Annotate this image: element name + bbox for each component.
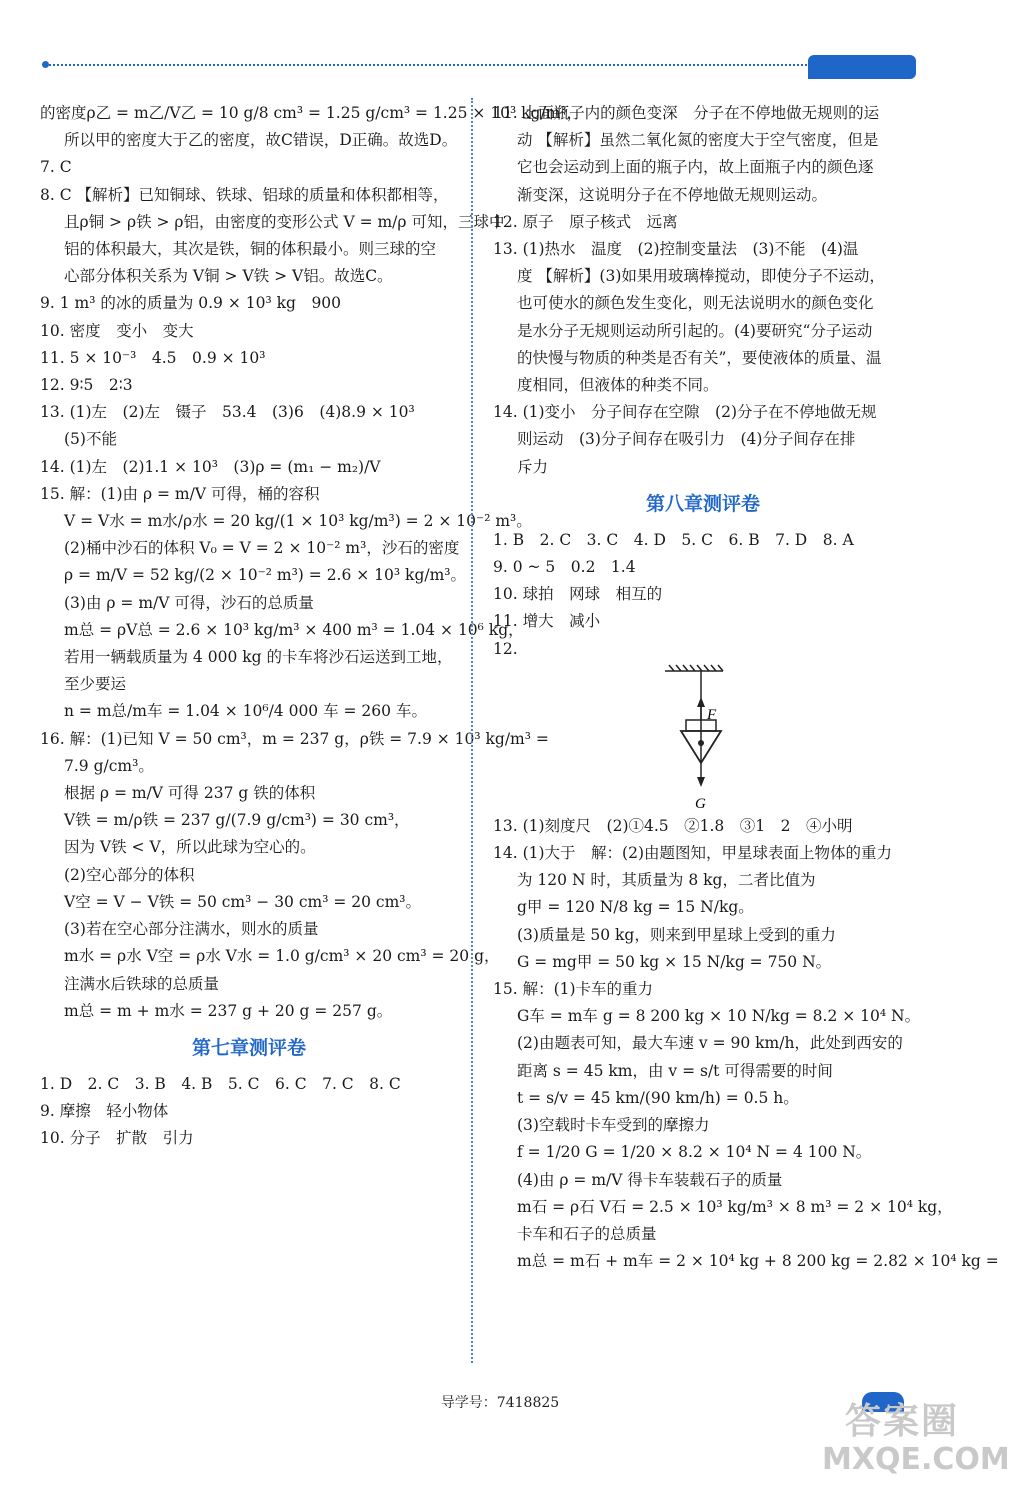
answer-line: 也可使水的颜色发生变化，则无法说明水的颜色变化 bbox=[517, 294, 874, 313]
answer-line: m石 = ρ石 V石 = 2.5 × 10³ kg/m³ × 8 m³ = 2 × 10⁴ kg， bbox=[517, 1197, 953, 1216]
right-answers-top bbox=[493, 100, 913, 481]
answer-line: 15. 解：(1)卡车的重力 bbox=[493, 980, 654, 999]
answer-line: 则运动 (3)分子间存在吸引力 (4)分子间存在排 bbox=[517, 430, 856, 449]
answer-line: 渐变深，这说明分子在不停地做无规则运动。 bbox=[517, 185, 828, 204]
answer-line: 14. (1)大于 解：(2)由题图知，甲星球表面上物体的重力 bbox=[493, 844, 892, 863]
answer-line: ρ = m/V = 52 kg/(2 × 10⁻² m³) = 2.6 × 10³ kg/m³。 bbox=[64, 566, 466, 585]
answer-line: 的快慢与物质的种类是否有关”，要使液体的质量、温 bbox=[517, 348, 882, 367]
answer-line: (2)桶中沙石的体积 V₀ = V = 2 × 10⁻² m³，沙石的密度 bbox=[64, 539, 460, 558]
answer-line: 度 【解析】(3)如果用玻璃棒搅动，即使分子不运动， bbox=[517, 267, 885, 286]
answer-line: 因为 V铁 < V，所以此球为空心的。 bbox=[64, 838, 316, 857]
answer-line: 7.9 g/cm³。 bbox=[64, 756, 154, 775]
answer-line: 1. B 2. C 3. C 4. D 5. C 6. B 7. D 8. A bbox=[493, 530, 854, 549]
answer-line: 9. 1 m³ 的冰的质量为 0.9 × 10³ kg 900 bbox=[40, 294, 342, 313]
answer-line: 13. (1)刻度尺 (2)①4.5 ②1.8 ③1 2 ④小明 bbox=[493, 816, 853, 835]
section-title-ch8: 第八章测评卷 bbox=[645, 492, 760, 515]
answer-line: (3)质量是 50 kg，则来到甲星球上受到的重力 bbox=[517, 925, 836, 944]
answer-line: g甲 = 120 N/8 kg = 15 N/kg。 bbox=[517, 898, 754, 917]
answer-line: 12. 原子 原子核式 远离 bbox=[493, 212, 678, 231]
answer-line: (4)由 ρ = m/V 得卡车装载石子的质量 bbox=[517, 1170, 783, 1189]
answer-line: 动 【解析】虽然二氧化氮的密度大于空气密度，但是 bbox=[517, 131, 879, 150]
answer-line: 13. (1)热水 温度 (2)控制变量法 (3)不能 (4)温 bbox=[493, 240, 859, 259]
answer-line: G车 = m车 g = 8 200 kg × 10 N/kg = 8.2 × 10⁴ N。 bbox=[517, 1007, 921, 1026]
answer-line: G = mg甲 = 50 kg × 15 N/kg = 750 N。 bbox=[517, 952, 832, 971]
answer-line: 的密度ρ乙 = m乙/V乙 = 10 g/8 cm³ = 1.25 g/cm³ = 1.25 × 10³ kg/m³， bbox=[40, 104, 583, 122]
answer-line: f = 1/20 G = 1/20 × 8.2 × 10⁴ N = 4 100 N。 bbox=[517, 1143, 872, 1162]
answer-line: 注满水后铁球的总质量 bbox=[64, 974, 220, 993]
answer-line: 10. 球拍 网球 相互的 bbox=[493, 585, 663, 604]
answer-line: 16. 解：(1)已知 V = 50 cm³，m = 237 g，ρ铁 = 7.9 × 10³ kg/m³ = bbox=[40, 729, 549, 748]
force-f-label: F bbox=[707, 706, 717, 723]
section-title-ch7: 第七章测评卷 bbox=[191, 1036, 306, 1059]
answer-line: (3)若在空心部分注满水，则水的质量 bbox=[64, 920, 319, 939]
answer-line: m总 = m石 + m车 = 2 × 10⁴ kg + 8 200 kg = 2.82 × 10⁴ kg = bbox=[517, 1252, 999, 1271]
answer-line: 8. C 【解析】已知铜球、铁球、铝球的质量和体积都相等， bbox=[40, 185, 449, 204]
watermark bbox=[822, 1401, 1010, 1478]
ceiling-hatch bbox=[665, 665, 723, 671]
header-dotted-rule bbox=[45, 64, 807, 66]
answer-line: 心部分体积关系为 V铜 > V铁 > V铝。故选C。 bbox=[64, 267, 393, 286]
answer-line: m总 = m + m水 = 237 g + 20 g = 257 g。 bbox=[64, 1001, 393, 1020]
answer-line: 7. C bbox=[40, 158, 72, 177]
answer-line: 度相同，但液体的种类不同。 bbox=[517, 376, 719, 395]
answer-line: 13. (1)左 (2)左 镊子 53.4 (3)6 (4)8.9 × 10³ bbox=[40, 403, 415, 422]
right-column bbox=[493, 100, 999, 1275]
answer-line: 至少要运 bbox=[64, 675, 127, 694]
answer-line: 12. 9∶5 2∶3 bbox=[40, 376, 133, 395]
column-divider bbox=[471, 98, 473, 1363]
answer-line: 9. 0 ~ 5 0.2 1.4 bbox=[493, 558, 636, 577]
watermark-line1: 答案圈 bbox=[844, 1401, 959, 1442]
answer-line: 1. D 2. C 3. B 4. B 5. C 6. C 7. C 8. C bbox=[40, 1074, 401, 1093]
force-f-arrowhead bbox=[697, 697, 705, 707]
answer-line: 10. 密度 变小 变大 bbox=[40, 321, 194, 340]
force-diagram bbox=[493, 663, 913, 813]
answer-line: 15. 解：(1)由 ρ = m/V 可得，桶的容积 bbox=[40, 484, 320, 503]
answer-line: 且ρ铜 > ρ铁 > ρ铝，由密度的变形公式 V = m/ρ 可知，三球中 bbox=[64, 212, 505, 231]
answer-line: 根据 ρ = m/V 可得 237 g 铁的体积 bbox=[64, 784, 316, 803]
answer-line: 10. 分子 扩散 引力 bbox=[40, 1129, 194, 1148]
force-g-arrowhead bbox=[697, 777, 705, 787]
header-tab bbox=[808, 55, 916, 79]
answer-line: 卡车和石子的总质量 bbox=[517, 1224, 657, 1243]
answer-line: 铝的体积最大，其次是铁，铜的体积最小。则三球的空 bbox=[64, 240, 437, 259]
answer-line: 斥力 bbox=[517, 457, 549, 476]
answer-line: (2)由题表可知，最大车速 v = 90 km/h，此处到西安的 bbox=[517, 1034, 903, 1053]
answer-line: 11. 增大 减小 bbox=[493, 612, 601, 631]
answer-line: 它也会运动到上面的瓶子内，故上面瓶子内的颜色逐 bbox=[517, 158, 874, 177]
answer-line: 12. bbox=[493, 639, 518, 658]
answer-line: 14. (1)变小 分子间存在空隙 (2)分子在不停地做无规 bbox=[493, 403, 877, 422]
answer-line: 距离 s = 45 km，由 v = s/t 可得需要的时间 bbox=[517, 1061, 833, 1080]
answer-line: 11. 上面瓶子内的颜色变深 分子在不停地做无规则的运 bbox=[493, 104, 880, 122]
answer-line: 是水分子无规则运动所引起的。(4)要研究“分子运动 bbox=[517, 321, 873, 340]
center-point bbox=[698, 740, 704, 746]
answer-line: m水 = ρ水 V空 = ρ水 V水 = 1.0 g/cm³ × 20 cm³ = 20 g， bbox=[64, 947, 500, 966]
answer-line: (2)空心部分的体积 bbox=[64, 865, 195, 884]
ch8-answers bbox=[493, 527, 913, 663]
answer-line: 14. (1)左 (2)1.1 × 10³ (3)ρ = (m₁ − m₂)/V bbox=[40, 457, 381, 476]
answer-line: 所以甲的密度大于乙的密度，故C错误，D正确。故选D。 bbox=[64, 131, 458, 150]
answer-line: 9. 摩擦 轻小物体 bbox=[40, 1102, 169, 1121]
ch7-answers bbox=[40, 1071, 458, 1153]
answer-line: (5)不能 bbox=[64, 430, 117, 449]
answer-line: n = m总/m车 = 1.04 × 10⁶/4 000 车 = 260 车。 bbox=[64, 702, 427, 721]
answer-line: 若用一辆载质量为 4 000 kg 的卡车将沙石运送到工地， bbox=[64, 648, 453, 667]
answer-line: (3)由 ρ = m/V 可得，沙石的总质量 bbox=[64, 593, 314, 612]
right-answers-bottom bbox=[493, 813, 999, 1275]
answer-line: V空 = V − V铁 = 50 cm³ − 30 cm³ = 20 cm³。 bbox=[64, 892, 422, 911]
answer-line: V = V水 = m水/ρ水 = 20 kg/(1 × 10³ kg/m³) = 2 × 10⁻² m³。 bbox=[64, 512, 532, 531]
answer-line: 为 120 N 时，其质量为 8 kg，二者比值为 bbox=[517, 871, 816, 890]
answer-line: 11. 5 × 10⁻³ 4.5 0.9 × 10³ bbox=[40, 348, 266, 367]
answer-line: m总 = ρV总 = 2.6 × 10³ kg/m³ × 400 m³ = 1.04 × 10⁶ kg， bbox=[64, 620, 524, 639]
force-g-label: G bbox=[695, 795, 706, 812]
answer-line: (3)空载时卡车受到的摩擦力 bbox=[517, 1116, 710, 1135]
answer-line: V铁 = m/ρ铁 = 237 g/(7.9 g/cm³) = 30 cm³， bbox=[64, 811, 410, 830]
answer-line: t = s/v = 45 km/(90 km/h) = 0.5 h。 bbox=[517, 1088, 799, 1107]
watermark-line2: MXQE.COM bbox=[822, 1442, 1010, 1477]
footer-code: 导学号：7418825 bbox=[440, 1395, 560, 1411]
